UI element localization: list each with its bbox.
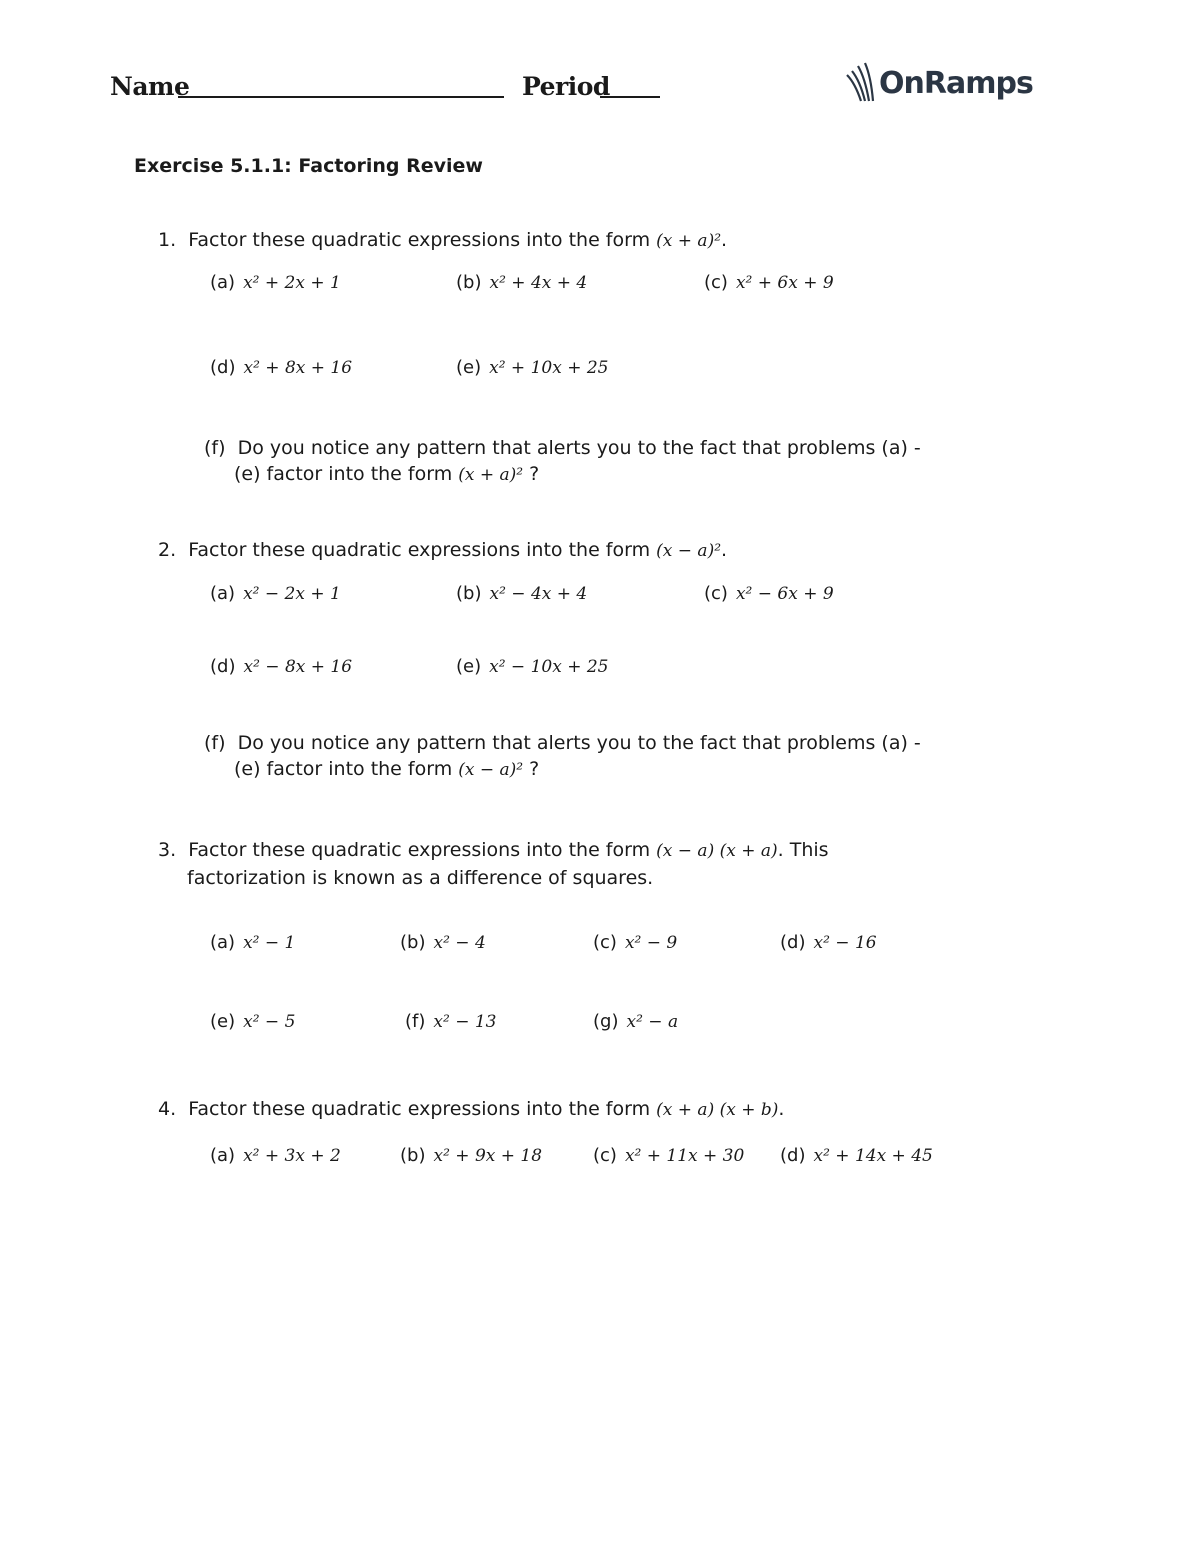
question-1-form: (x + a)²: [656, 231, 722, 251]
q3-item-d-expr: x² − 16: [813, 933, 877, 953]
question-1-number: 1.: [158, 229, 177, 251]
q2-item-b-label: (b): [456, 583, 482, 604]
q2-item-c-expr: x² − 6x + 9: [735, 584, 834, 604]
q1-item-c: [704, 272, 834, 293]
q4-item-d: [780, 1145, 933, 1166]
q3-item-f-expr: x² − 13: [433, 1012, 497, 1032]
q3-item-e: [210, 1011, 295, 1032]
q2-item-c: [704, 583, 834, 604]
name-label: Name: [110, 72, 190, 101]
question-2-prompt: [158, 537, 727, 565]
period-blank-line[interactable]: [600, 96, 660, 98]
q2-item-d-expr: x² − 8x + 16: [243, 657, 353, 677]
q3-item-g-label: (g): [593, 1011, 619, 1032]
q3-item-f-label: (f): [405, 1011, 426, 1032]
question-3-text: Factor these quadratic expressions into the form: [188, 839, 651, 861]
question-4-number: 4.: [158, 1098, 177, 1120]
question-1-end: .: [721, 229, 728, 251]
q1-item-b: [456, 272, 587, 293]
question-3-line2: factorization is known as a difference of squares.: [187, 867, 654, 889]
q1-item-a-expr: x² + 2x + 1: [243, 273, 341, 293]
q3-item-d-label: (d): [780, 932, 806, 953]
onramps-logo: [843, 58, 1043, 108]
q2-item-f-form: (x − a)²: [458, 760, 524, 780]
question-3-prompt: [158, 837, 829, 892]
q4-item-c-expr: x² + 11x + 30: [624, 1146, 745, 1166]
q3-item-f: [405, 1011, 496, 1032]
q1-item-e-expr: x² + 10x + 25: [489, 358, 609, 378]
q3-item-e-expr: x² − 5: [243, 1012, 296, 1032]
q2-item-f-label: (f): [204, 732, 226, 754]
q1-item-f-label: (f): [204, 437, 226, 459]
q1-item-f-line2: (e) factor into the form: [234, 463, 453, 485]
question-4-text: Factor these quadratic expressions into the form: [188, 1098, 651, 1120]
question-1-prompt: [158, 227, 727, 255]
q1-item-b-expr: x² + 4x + 4: [489, 273, 588, 293]
question-3-form: (x − a) (x + a): [656, 841, 778, 861]
period-label: Period: [522, 72, 610, 101]
question-3-end: . This: [777, 839, 829, 861]
q1-item-e: [456, 357, 608, 378]
q3-item-a-expr: x² − 1: [243, 933, 296, 953]
q2-item-e: [456, 656, 608, 677]
q3-item-d: [780, 932, 877, 953]
q3-item-b-label: (b): [400, 932, 426, 953]
question-3-number: 3.: [158, 839, 177, 861]
q2-item-e-label: (e): [456, 656, 482, 677]
question-4-end: .: [778, 1098, 785, 1120]
q1-item-f: [204, 435, 921, 488]
q1-item-d: [210, 357, 352, 378]
q2-item-f: [204, 730, 921, 783]
question-4-form: (x + a) (x + b): [656, 1100, 779, 1120]
question-2-text: Factor these quadratic expressions into the form: [188, 539, 651, 561]
q4-item-b-label: (b): [400, 1145, 426, 1166]
q2-item-d: [210, 656, 352, 677]
question-4-prompt: [158, 1096, 784, 1124]
onramps-swoosh-icon: [843, 61, 877, 105]
onramps-logo-text: OnRamps: [879, 65, 1033, 101]
q2-item-e-expr: x² − 10x + 25: [489, 657, 609, 677]
q3-item-g-expr: x² − a: [626, 1012, 679, 1032]
q3-item-e-label: (e): [210, 1011, 236, 1032]
q1-item-e-label: (e): [456, 357, 482, 378]
question-2-end: .: [721, 539, 728, 561]
question-2-number: 2.: [158, 539, 177, 561]
q3-item-b: [400, 932, 486, 953]
q3-item-b-expr: x² − 4: [433, 933, 486, 953]
q3-item-a-label: (a): [210, 932, 236, 953]
q2-item-a-expr: x² − 2x + 1: [243, 584, 341, 604]
q1-item-a-label: (a): [210, 272, 236, 293]
q2-item-f-end: ?: [523, 758, 540, 780]
q3-item-c: [593, 932, 677, 953]
q2-item-b: [456, 583, 587, 604]
q4-item-a-expr: x² + 3x + 2: [243, 1146, 341, 1166]
q1-item-d-expr: x² + 8x + 16: [243, 358, 353, 378]
q2-item-a-label: (a): [210, 583, 236, 604]
q1-item-f-end: ?: [523, 463, 540, 485]
q1-item-f-line1: Do you notice any pattern that alerts you to the fact that problems (a) -: [237, 437, 921, 459]
q1-item-a: [210, 272, 341, 293]
q1-item-f-form: (x + a)²: [458, 465, 524, 485]
q4-item-c: [593, 1145, 744, 1166]
q4-item-c-label: (c): [593, 1145, 617, 1166]
question-1-text: Factor these quadratic expressions into the form: [188, 229, 651, 251]
q1-item-b-label: (b): [456, 272, 482, 293]
q4-item-a-label: (a): [210, 1145, 236, 1166]
q3-item-g: [593, 1011, 678, 1032]
exercise-title: Exercise 5.1.1: Factoring Review: [134, 155, 483, 177]
q4-item-b-expr: x² + 9x + 18: [433, 1146, 543, 1166]
q3-item-c-expr: x² − 9: [624, 933, 678, 953]
q4-item-a: [210, 1145, 341, 1166]
q1-item-d-label: (d): [210, 357, 236, 378]
q1-item-c-expr: x² + 6x + 9: [735, 273, 834, 293]
q2-item-f-line1: Do you notice any pattern that alerts you to the fact that problems (a) -: [237, 732, 921, 754]
question-2-form: (x − a)²: [656, 541, 722, 561]
q4-item-d-expr: x² + 14x + 45: [813, 1146, 933, 1166]
q2-item-c-label: (c): [704, 583, 728, 604]
q1-item-c-label: (c): [704, 272, 728, 293]
q2-item-f-line2: (e) factor into the form: [234, 758, 453, 780]
q3-item-c-label: (c): [593, 932, 617, 953]
q4-item-b: [400, 1145, 542, 1166]
name-blank-line[interactable]: [178, 96, 504, 98]
q2-item-a: [210, 583, 341, 604]
q4-item-d-label: (d): [780, 1145, 806, 1166]
q3-item-a: [210, 932, 295, 953]
q2-item-b-expr: x² − 4x + 4: [489, 584, 588, 604]
q2-item-d-label: (d): [210, 656, 236, 677]
